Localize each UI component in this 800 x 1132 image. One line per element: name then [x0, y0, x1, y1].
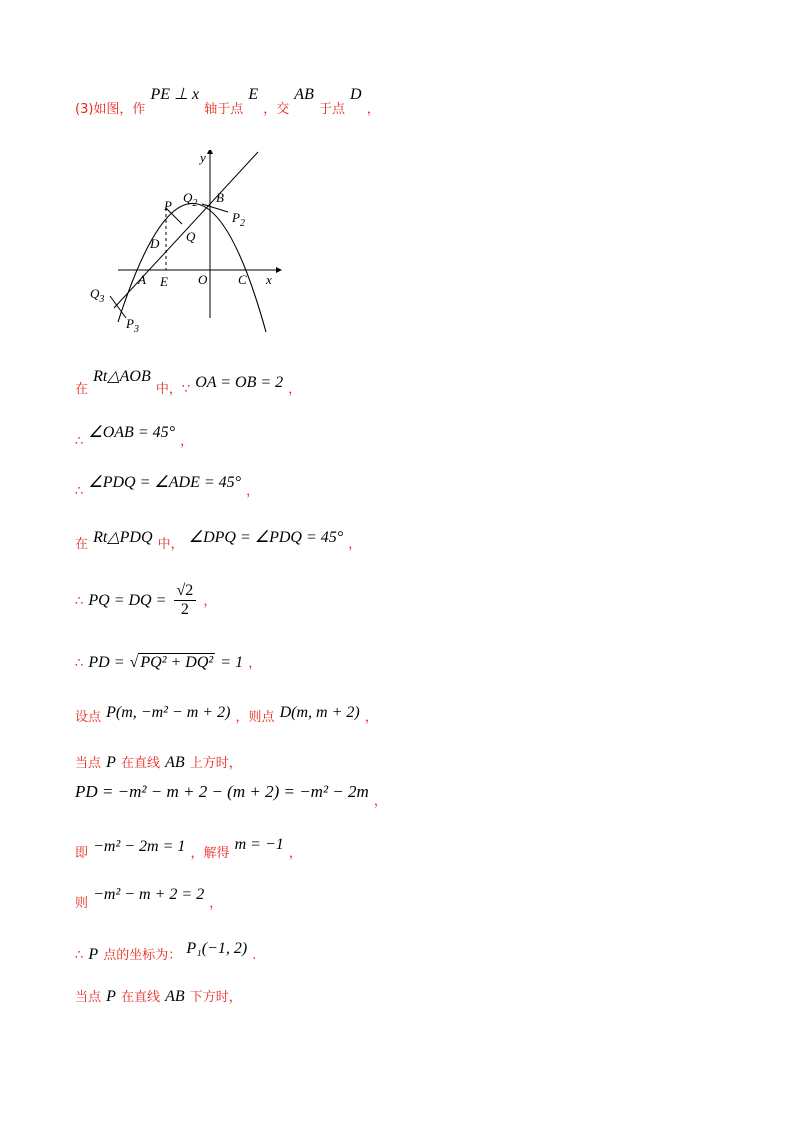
label-q2-main: Q [183, 190, 193, 205]
text-line-12 [75, 886, 223, 912]
line13-math-p1: P₁(−1, 2) [186, 940, 248, 957]
line3-comma: ， [180, 434, 194, 449]
line6-fraction [174, 582, 197, 619]
line1-comma: ， [366, 102, 380, 117]
line11-comma: ， [288, 846, 302, 861]
y-axis-arrow [207, 150, 213, 154]
line9-math-ab: AB [165, 754, 185, 771]
text-line-11 [75, 836, 302, 862]
line2-math-rt-aob: Rt△AOB [93, 368, 151, 385]
label-q3-main: Q [90, 286, 100, 301]
text-line-5 [75, 529, 362, 553]
line8-comma: ， [364, 710, 378, 725]
line1-math-pe-perp-x: PE ⊥ x [150, 86, 200, 103]
text-line-7 [75, 652, 261, 672]
line2-math-oa-ob: OA = OB = 2 [195, 374, 284, 391]
text-line-10 [75, 782, 387, 809]
line3-therefore: ∴ [75, 434, 84, 449]
line11-text-solve: ，解得 [190, 846, 230, 861]
text-line-13 [75, 940, 257, 964]
line4-math-pdq: ∠PDQ = ∠ADE = 45° [88, 474, 242, 491]
line7-math-pd: PD = [88, 654, 125, 671]
line12-math-equation: −m² − m + 2 = 2 [93, 886, 205, 903]
label-d: D [150, 236, 160, 251]
line4-therefore: ∴ [75, 484, 84, 499]
label-p2-main: P [232, 210, 240, 225]
line14-text-on-line: 在直线 [120, 990, 160, 1005]
line6-comma: ， [203, 594, 217, 609]
label-q3 [90, 286, 104, 305]
line5-text-middle: 中， [157, 537, 184, 552]
line13-therefore: ∴ [75, 948, 84, 963]
label-x: x [266, 272, 272, 287]
line11-math-equation: −m² − 2m = 1 [93, 838, 186, 855]
line5-math-dpq: ∠DPQ = ∠PDQ = 45° [188, 529, 344, 546]
line5-text-in: 在 [75, 537, 89, 552]
line7-math-equals-one: = 1 [220, 654, 244, 671]
line6-fraction-numerator: √2 [174, 582, 197, 601]
parabola-figure [86, 150, 286, 340]
line1-text-axis: 轴于点 [204, 102, 244, 117]
text-line-4 [75, 474, 260, 500]
line7-radicand: PQ² + DQ² [140, 654, 214, 671]
line14-math-p: P [106, 988, 116, 1005]
line13-text-coords: 点的坐标为： [103, 948, 182, 963]
line1-math-d: D [350, 86, 362, 103]
label-a: A [138, 272, 146, 287]
line10-math-pd-expansion: PD = −m² − m + 2 − (m + 2) = −m² − 2m [75, 782, 369, 801]
text-line-8 [75, 706, 378, 726]
line8-text-let: 设点 [75, 710, 102, 725]
line10-comma: ， [373, 794, 387, 809]
line5-math-rt-pdq: Rt△PDQ [93, 529, 153, 546]
label-q2-sub: 2 [192, 198, 198, 209]
line14-text-when: 当点 [75, 990, 102, 1005]
text-line-1 [75, 86, 380, 118]
line9-text-above: 上方时， [189, 756, 242, 771]
text-line-3 [75, 424, 194, 450]
line11-math-m-value: m = −1 [234, 836, 284, 853]
line13-math-p: P [88, 946, 99, 963]
segment-q3-p3 [110, 296, 126, 318]
line14-math-ab: AB [165, 988, 185, 1005]
label-p3-sub: 3 [133, 324, 139, 335]
line9-text-on-line: 在直线 [120, 756, 160, 771]
label-q3-sub: 3 [99, 294, 105, 305]
line9-math-p: P [106, 754, 116, 771]
line1-text-at-point: 于点 [318, 102, 345, 117]
label-p: P [164, 198, 172, 213]
line5-comma: ， [348, 537, 362, 552]
line12-text-then: 则 [75, 896, 89, 911]
text-line-6 [75, 582, 216, 619]
line2-text-in: 在 [75, 382, 89, 397]
label-e: E [160, 274, 168, 289]
line11-text-ie: 即 [75, 846, 89, 861]
label-p2 [231, 210, 245, 229]
label-p3-main: P [126, 316, 134, 331]
line14-text-below: 下方时， [189, 990, 242, 1005]
line6-fraction-denominator: 2 [180, 601, 189, 618]
line2-comma: ， [288, 382, 302, 397]
line7-therefore: ∴ [75, 656, 84, 671]
text-line-9 [75, 752, 242, 772]
line13-period: . [252, 948, 257, 963]
line6-therefore: ∴ [75, 594, 84, 609]
line9-text-when: 当点 [75, 756, 102, 771]
line7-sqrt-sign: √ [129, 654, 139, 671]
line8-text-then: ，则点 [235, 710, 275, 725]
line12-comma: ， [209, 896, 223, 911]
line1-prefix: (3)如图，作 [75, 102, 146, 117]
line1-math-e: E [248, 86, 259, 103]
line1-text-intersect: ，交 [263, 102, 290, 117]
line4-comma: ， [246, 484, 260, 499]
text-line-2 [75, 368, 302, 398]
line3-math-oab: ∠OAB = 45° [88, 424, 176, 441]
label-q2 [183, 190, 197, 209]
label-o: O [198, 272, 208, 287]
line2-text-middle: 中，∵ [155, 382, 191, 397]
line6-math-pq-dq: PQ = DQ = [88, 592, 167, 609]
line8-math-point-p: P(m, −m² − m + 2) [106, 704, 231, 721]
line1-math-ab: AB [294, 86, 314, 103]
label-c: C [238, 272, 247, 287]
line7-comma: ， [248, 656, 262, 671]
line8-math-point-d: D(m, m + 2) [279, 704, 360, 721]
label-b: B [216, 190, 224, 205]
label-q: Q [186, 229, 196, 244]
label-y: y [200, 150, 206, 165]
label-p3 [125, 316, 139, 335]
label-p2-sub: 2 [239, 218, 245, 229]
text-line-14 [75, 986, 242, 1006]
x-axis-arrow [276, 267, 282, 273]
